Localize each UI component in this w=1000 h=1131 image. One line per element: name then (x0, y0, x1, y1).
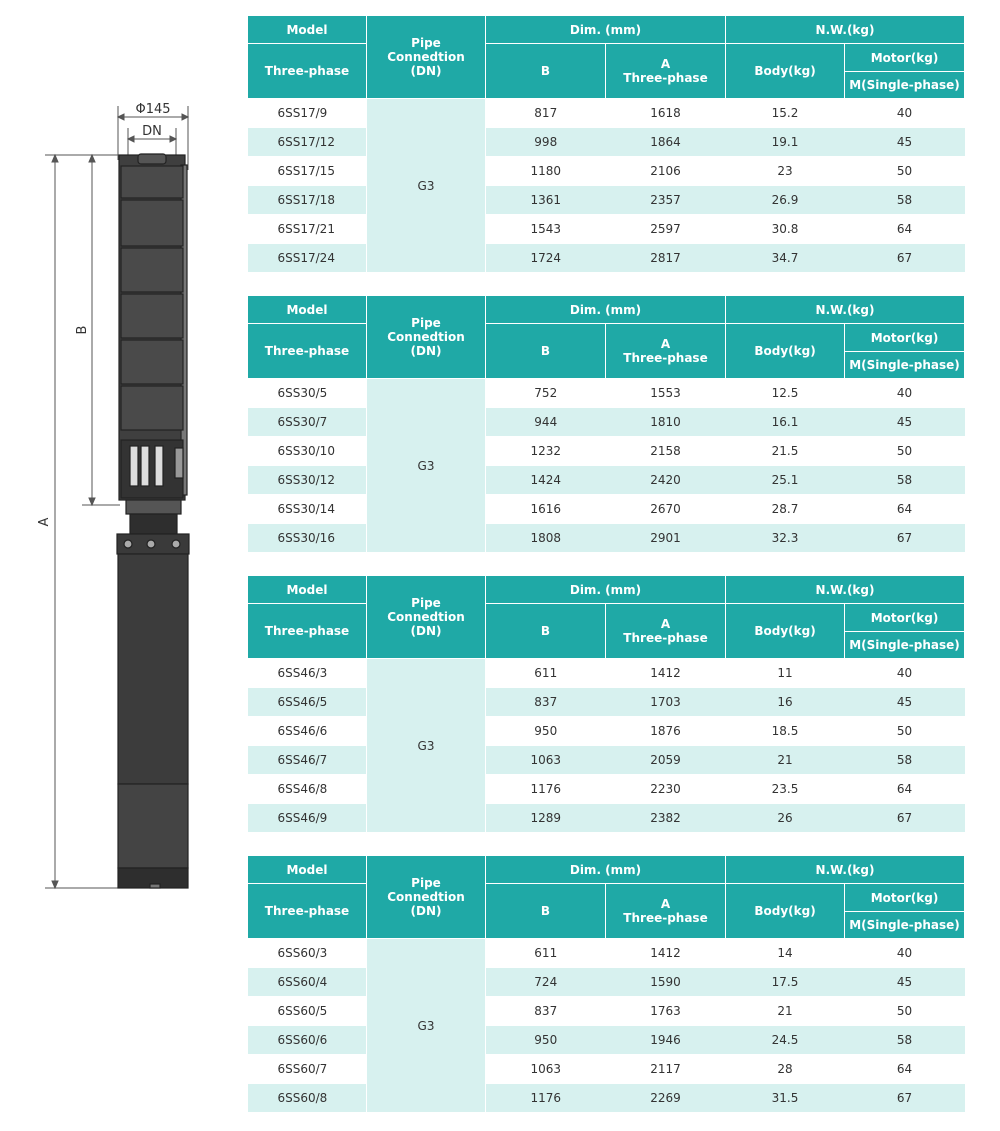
diameter-label: Φ145 (135, 102, 171, 117)
a-cell: 2357 (606, 186, 726, 215)
table-row (248, 157, 965, 186)
model-cell: 6SS46/9 (248, 804, 367, 833)
b-cell: 1176 (486, 1084, 606, 1113)
header-dim: Dim. (mm) (486, 856, 726, 884)
model-cell: 6SS17/21 (248, 215, 367, 244)
model-cell: 6SS46/7 (248, 746, 367, 775)
header-a (606, 884, 726, 939)
model-cell: 6SS17/12 (248, 128, 367, 157)
body-weight-cell: 16.1 (726, 408, 845, 437)
header-pipe-line1: Pipe (411, 316, 441, 330)
body-weight-cell: 25.1 (726, 466, 845, 495)
body-weight-cell: 11 (726, 659, 845, 688)
a-cell: 2382 (606, 804, 726, 833)
pipe-connection-cell: G3 (367, 99, 486, 273)
b-cell: 944 (486, 408, 606, 437)
b-cell: 1176 (486, 775, 606, 804)
spec-table-6ss17 (247, 15, 965, 273)
pump-body (119, 154, 187, 534)
model-cell: 6SS60/3 (248, 939, 367, 968)
header-dim: Dim. (mm) (486, 576, 726, 604)
header-three-phase: Three-phase (248, 44, 367, 99)
header-body: Body(kg) (726, 44, 845, 99)
table-row (248, 968, 965, 997)
table-row (248, 746, 965, 775)
a-cell: 2230 (606, 775, 726, 804)
header-pipe-connection (367, 16, 486, 99)
a-cell: 1553 (606, 379, 726, 408)
model-cell: 6SS46/5 (248, 688, 367, 717)
b-cell: 611 (486, 659, 606, 688)
header-pipe-connection (367, 296, 486, 379)
model-cell: 6SS17/24 (248, 244, 367, 273)
b-cell: 1063 (486, 1055, 606, 1084)
motor-weight-cell: 58 (845, 466, 965, 495)
a-cell: 1590 (606, 968, 726, 997)
b-cell: 837 (486, 997, 606, 1026)
a-cell: 1412 (606, 659, 726, 688)
header-a-line2: Three-phase (623, 631, 708, 645)
header-a-line1: A (660, 897, 671, 911)
body-weight-cell: 31.5 (726, 1084, 845, 1113)
model-cell: 6SS30/16 (248, 524, 367, 553)
body-weight-cell: 21 (726, 746, 845, 775)
b-cell: 1232 (486, 437, 606, 466)
header-pipe-line1: Pipe (411, 36, 441, 50)
b-label: B (75, 325, 90, 335)
table-row (248, 495, 965, 524)
a-cell: 2059 (606, 746, 726, 775)
a-cell: 2817 (606, 244, 726, 273)
table-row (248, 244, 965, 273)
header-three-phase: Three-phase (248, 604, 367, 659)
spec-table-6ss60 (247, 855, 965, 1113)
header-nw: N.W.(kg) (726, 296, 965, 324)
motor-weight-cell: 45 (845, 968, 965, 997)
pipe-connection-cell: G3 (367, 939, 486, 1113)
header-m-single-phase: M(Single-phase) (845, 72, 965, 99)
motor-weight-cell: 45 (845, 408, 965, 437)
header-pipe-line3: (DN) (410, 344, 442, 358)
model-cell: 6SS30/12 (248, 466, 367, 495)
b-cell: 1808 (486, 524, 606, 553)
spec-table-6ss30 (247, 295, 965, 553)
b-cell: 1724 (486, 244, 606, 273)
body-weight-cell: 28 (726, 1055, 845, 1084)
pump-dimension-drawing (0, 0, 240, 1131)
header-motor: Motor(kg) (845, 324, 965, 352)
header-m-single-phase: M(Single-phase) (845, 632, 965, 659)
motor-weight-cell: 50 (845, 157, 965, 186)
table-row (248, 1055, 965, 1084)
a-cell: 1618 (606, 99, 726, 128)
table-row (248, 524, 965, 553)
body-weight-cell: 15.2 (726, 99, 845, 128)
header-three-phase: Three-phase (248, 324, 367, 379)
header-body: Body(kg) (726, 604, 845, 659)
dn-label: DN (142, 124, 162, 139)
header-pipe-line2: Connedtion (387, 610, 465, 624)
b-cell: 1543 (486, 215, 606, 244)
header-nw: N.W.(kg) (726, 856, 965, 884)
model-cell: 6SS30/14 (248, 495, 367, 524)
header-pipe-line1: Pipe (411, 876, 441, 890)
a-cell: 2106 (606, 157, 726, 186)
table-row (248, 804, 965, 833)
body-weight-cell: 24.5 (726, 1026, 845, 1055)
motor-weight-cell: 64 (845, 215, 965, 244)
motor-weight-cell: 67 (845, 1084, 965, 1113)
table-row (248, 408, 965, 437)
table-row (248, 1026, 965, 1055)
a-cell: 2158 (606, 437, 726, 466)
table-row (248, 186, 965, 215)
a-cell: 1810 (606, 408, 726, 437)
body-weight-cell: 26.9 (726, 186, 845, 215)
body-weight-cell: 21 (726, 997, 845, 1026)
header-nw: N.W.(kg) (726, 576, 965, 604)
b-cell: 817 (486, 99, 606, 128)
table-row (248, 128, 965, 157)
header-nw: N.W.(kg) (726, 16, 965, 44)
motor-weight-cell: 64 (845, 1055, 965, 1084)
header-model: Model (248, 16, 367, 44)
a-cell: 2420 (606, 466, 726, 495)
a-cell: 1946 (606, 1026, 726, 1055)
header-a-line1: A (660, 337, 671, 351)
motor-weight-cell: 50 (845, 997, 965, 1026)
header-b: B (486, 324, 606, 379)
header-a (606, 44, 726, 99)
b-cell: 1289 (486, 804, 606, 833)
body-weight-cell: 30.8 (726, 215, 845, 244)
table-row (248, 1084, 965, 1113)
header-pipe-connection (367, 856, 486, 939)
a-cell: 2269 (606, 1084, 726, 1113)
header-a-line2: Three-phase (623, 351, 708, 365)
body-weight-cell: 19.1 (726, 128, 845, 157)
motor-weight-cell: 50 (845, 437, 965, 466)
header-three-phase: Three-phase (248, 884, 367, 939)
header-dim: Dim. (mm) (486, 296, 726, 324)
motor-weight-cell: 45 (845, 688, 965, 717)
motor-weight-cell: 67 (845, 244, 965, 273)
b-cell: 950 (486, 717, 606, 746)
header-a (606, 324, 726, 379)
table-row (248, 379, 965, 408)
body-weight-cell: 21.5 (726, 437, 845, 466)
motor-weight-cell: 50 (845, 717, 965, 746)
model-cell: 6SS60/6 (248, 1026, 367, 1055)
b-cell: 1361 (486, 186, 606, 215)
motor-weight-cell: 40 (845, 939, 965, 968)
model-cell: 6SS30/10 (248, 437, 367, 466)
header-motor: Motor(kg) (845, 604, 965, 632)
model-cell: 6SS60/8 (248, 1084, 367, 1113)
model-cell: 6SS46/6 (248, 717, 367, 746)
table-row (248, 688, 965, 717)
model-cell: 6SS46/8 (248, 775, 367, 804)
vertical-dimensions (45, 155, 120, 888)
b-cell: 998 (486, 128, 606, 157)
a-cell: 1864 (606, 128, 726, 157)
header-a-line2: Three-phase (623, 71, 708, 85)
a-cell: 1703 (606, 688, 726, 717)
header-a (606, 604, 726, 659)
header-dim: Dim. (mm) (486, 16, 726, 44)
model-cell: 6SS30/7 (248, 408, 367, 437)
b-cell: 752 (486, 379, 606, 408)
a-label: A (37, 517, 52, 527)
b-cell: 837 (486, 688, 606, 717)
header-model: Model (248, 576, 367, 604)
table-row (248, 939, 965, 968)
motor-weight-cell: 40 (845, 99, 965, 128)
model-cell: 6SS60/4 (248, 968, 367, 997)
header-a-line2: Three-phase (623, 911, 708, 925)
header-a-line1: A (660, 617, 671, 631)
header-pipe-line1: Pipe (411, 596, 441, 610)
header-body: Body(kg) (726, 884, 845, 939)
table-row (248, 437, 965, 466)
body-weight-cell: 23 (726, 157, 845, 186)
spec-table-6ss46 (247, 575, 965, 833)
body-weight-cell: 12.5 (726, 379, 845, 408)
model-cell: 6SS60/5 (248, 997, 367, 1026)
b-cell: 1616 (486, 495, 606, 524)
motor-weight-cell: 67 (845, 524, 965, 553)
table-row (248, 659, 965, 688)
body-weight-cell: 16 (726, 688, 845, 717)
table-row (248, 997, 965, 1026)
header-model: Model (248, 856, 367, 884)
specification-tables (247, 15, 964, 1113)
header-m-single-phase: M(Single-phase) (845, 352, 965, 379)
motor-weight-cell: 45 (845, 128, 965, 157)
header-pipe-line3: (DN) (410, 904, 442, 918)
body-weight-cell: 23.5 (726, 775, 845, 804)
header-pipe-line3: (DN) (410, 64, 442, 78)
motor-weight-cell: 58 (845, 1026, 965, 1055)
table-row (248, 717, 965, 746)
model-cell: 6SS17/9 (248, 99, 367, 128)
motor-weight-cell: 40 (845, 379, 965, 408)
motor-weight-cell: 58 (845, 746, 965, 775)
body-weight-cell: 28.7 (726, 495, 845, 524)
model-cell: 6SS60/7 (248, 1055, 367, 1084)
header-motor: Motor(kg) (845, 884, 965, 912)
header-pipe-line2: Connedtion (387, 50, 465, 64)
body-weight-cell: 14 (726, 939, 845, 968)
body-weight-cell: 17.5 (726, 968, 845, 997)
a-cell: 2901 (606, 524, 726, 553)
header-pipe-line2: Connedtion (387, 330, 465, 344)
a-cell: 2670 (606, 495, 726, 524)
table-row (248, 466, 965, 495)
body-weight-cell: 34.7 (726, 244, 845, 273)
body-weight-cell: 26 (726, 804, 845, 833)
header-a-line1: A (660, 57, 671, 71)
header-pipe-connection (367, 576, 486, 659)
header-motor: Motor(kg) (845, 44, 965, 72)
model-cell: 6SS30/5 (248, 379, 367, 408)
motor-weight-cell: 40 (845, 659, 965, 688)
a-cell: 2597 (606, 215, 726, 244)
b-cell: 1180 (486, 157, 606, 186)
header-pipe-line2: Connedtion (387, 890, 465, 904)
motor-weight-cell: 64 (845, 495, 965, 524)
pipe-connection-cell: G3 (367, 379, 486, 553)
header-body: Body(kg) (726, 324, 845, 379)
motor-weight-cell: 58 (845, 186, 965, 215)
body-weight-cell: 18.5 (726, 717, 845, 746)
table-row (248, 99, 965, 128)
motor-weight-cell: 64 (845, 775, 965, 804)
a-cell: 2117 (606, 1055, 726, 1084)
header-m-single-phase: M(Single-phase) (845, 912, 965, 939)
header-b: B (486, 604, 606, 659)
table-row (248, 215, 965, 244)
b-cell: 611 (486, 939, 606, 968)
b-cell: 1424 (486, 466, 606, 495)
a-cell: 1412 (606, 939, 726, 968)
b-cell: 1063 (486, 746, 606, 775)
pipe-connection-cell: G3 (367, 659, 486, 833)
header-pipe-line3: (DN) (410, 624, 442, 638)
b-cell: 724 (486, 968, 606, 997)
a-cell: 1763 (606, 997, 726, 1026)
table-row (248, 775, 965, 804)
header-b: B (486, 884, 606, 939)
model-cell: 6SS46/3 (248, 659, 367, 688)
motor-weight-cell: 67 (845, 804, 965, 833)
pump-motor (117, 534, 189, 888)
b-cell: 950 (486, 1026, 606, 1055)
model-cell: 6SS17/15 (248, 157, 367, 186)
model-cell: 6SS17/18 (248, 186, 367, 215)
a-cell: 1876 (606, 717, 726, 746)
body-weight-cell: 32.3 (726, 524, 845, 553)
header-model: Model (248, 296, 367, 324)
header-b: B (486, 44, 606, 99)
